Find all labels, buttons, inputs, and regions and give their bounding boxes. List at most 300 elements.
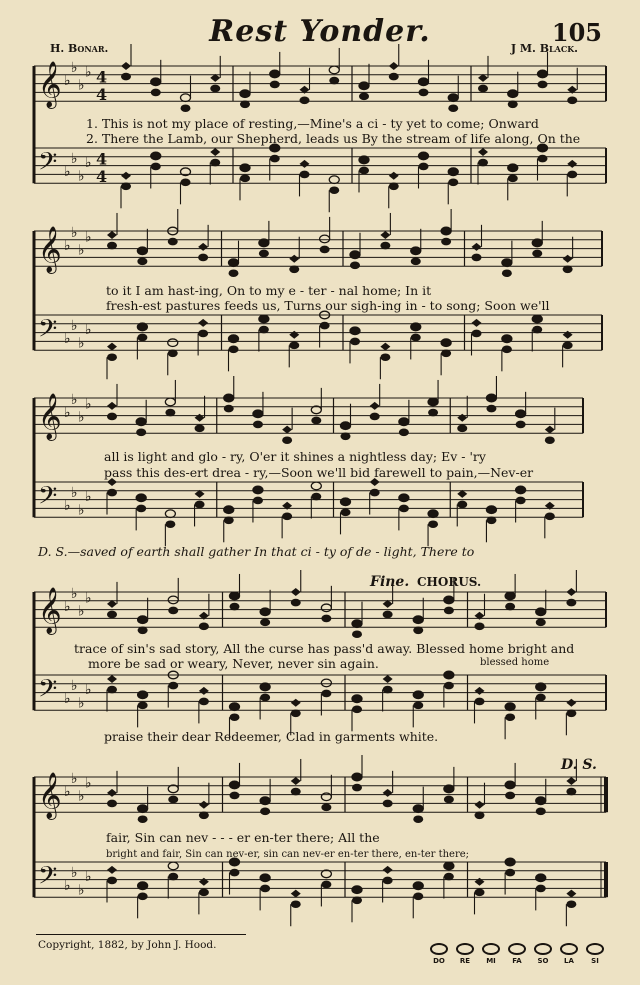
note-head [380,242,390,250]
note-head [516,421,526,429]
note-head [370,489,380,497]
note-head [359,82,369,90]
note-head [240,175,250,183]
note-head [444,607,454,615]
note-head [121,73,131,81]
note-head [502,259,512,267]
note-head [413,702,423,710]
note-head [538,70,548,78]
note-head [341,509,351,517]
note-head [291,709,301,717]
note-head [380,231,390,239]
flat-sign: ♭ [78,77,85,94]
note-head [413,616,423,624]
flat-sign: ♭ [64,691,71,707]
note-head [419,78,429,86]
note-head [224,516,234,524]
time-signature: 4 [96,85,108,105]
note-head [230,713,240,721]
note-head [210,85,220,93]
footer-rule [36,934,246,935]
note-head [383,675,393,683]
note-head [448,94,458,102]
note-head [566,709,576,717]
note-head [536,874,546,882]
note-head [168,873,178,881]
lyric-line: fresh-est pastures feeds us, Turns our sigh-ing in - to song; Soon we'll [106,298,550,313]
note-head [428,409,438,417]
note-head [138,691,148,699]
note-head [399,494,409,502]
note-head [350,262,360,270]
flat-sign: ♭ [64,878,71,894]
flat-sign: ♭ [64,498,71,514]
note-head [151,78,161,86]
solfege-label: SO [537,957,549,965]
note-head [413,893,423,901]
note-head [107,242,117,250]
note-head [168,796,178,804]
note-head [352,695,362,703]
note-head [545,426,555,434]
solfege-label: MI [486,957,496,965]
note-head [138,616,148,624]
note-head [289,255,299,263]
note-head [107,413,117,421]
flat-sign: ♭ [85,489,92,506]
note-head [566,777,576,785]
note-head [240,100,250,108]
note-head [260,885,270,893]
bass-clef: 𝄢 [38,147,58,183]
flat-sign: ♭ [85,396,92,413]
note-head [199,687,209,695]
time-signature: 4 [96,149,108,169]
note-head [532,239,542,247]
lyric-line: fair, Sin can nev - - - er en-ter there; All the [106,830,380,845]
note-head [341,422,351,430]
flat-sign: ♭ [64,238,71,255]
note-head [168,349,178,357]
flat-sign: ♭ [85,590,92,607]
note-head [380,353,390,361]
note-head [136,429,146,437]
lyric-line: praise their dear Redeemer, Clad in garments white. [104,729,439,744]
note-head [413,815,423,823]
solfege-label: SI [591,957,599,965]
note-head [311,493,321,501]
copyright: Copyright, 1882, by John J. Hood. [38,939,217,951]
note-head [399,418,409,426]
flat-sign: ♭ [85,64,92,81]
note-head [329,186,339,194]
note-head [329,77,339,85]
note-head [389,182,399,190]
note-head [383,800,393,808]
note-head [107,402,117,410]
note-head [538,81,548,89]
flat-sign: ♭ [85,322,92,339]
note-head [321,615,331,623]
note-head [341,498,351,506]
note-head [567,160,577,168]
note-head [566,599,576,607]
solfege-label: FA [512,957,522,965]
flat-sign: ♭ [64,405,71,422]
flat-sign: ♭ [71,586,78,602]
note-head [107,353,117,361]
note-head [259,239,269,247]
flat-sign: ♭ [78,335,85,352]
treble-clef: 𝄞 [38,393,62,440]
note-head [321,804,331,812]
note-head [199,878,209,886]
note-head [448,104,458,112]
note-head [532,315,542,323]
note-head [107,789,117,797]
note-head [230,703,240,711]
note-head [253,486,263,494]
flat-sign: ♭ [78,242,85,259]
note-head [413,626,423,634]
note-head [448,179,458,187]
note-head [419,163,429,171]
note-head [472,319,482,327]
note-head [352,896,362,904]
note-head [563,342,573,350]
note-head [291,890,301,898]
solfege-label: RE [459,957,471,965]
note-head [475,811,485,819]
flat-sign: ♭ [71,392,78,408]
note-head [411,258,421,266]
note-head [181,104,191,112]
flat-sign: ♭ [71,60,78,76]
note-head [260,808,270,816]
note-head [505,703,515,711]
ds-lyric-line: D. S.—saved of earth shall gather In that ci - ty of de - light, There to [38,544,475,559]
lyric-line: 2. There the Lamb, our Shepherd, leads us By the stream of life along, On the [86,131,581,146]
ds-marker: D. S. [561,757,597,773]
note-head [505,603,515,611]
note-head [138,882,148,890]
note-head [508,100,518,108]
note-head [240,164,250,172]
note-head [224,405,234,413]
note-head [107,800,117,808]
note-head [411,334,421,342]
flat-sign: ♭ [78,603,85,620]
note-head [486,516,496,524]
note-head [502,269,512,277]
hymn-title: Rest Yonder. [209,14,431,49]
note-head [137,247,147,255]
note-head [320,322,330,330]
note-head [168,339,178,347]
note-head [165,398,175,406]
note-head [359,156,369,164]
note-head [508,175,518,183]
note-head [567,97,577,105]
note-head [532,326,542,334]
note-head [260,619,270,627]
note-head [566,699,576,707]
flat-sign: ♭ [64,331,71,347]
flat-sign: ♭ [71,225,78,241]
lyric-line: pass this des-ert drea - ry,—Soon we'll bid farewell to pain,—Nev-er [104,465,534,480]
note-head [413,805,423,813]
note-head [291,788,301,796]
note-head [291,777,301,785]
note-head [352,630,362,638]
note-head [475,801,485,809]
note-head [107,231,117,239]
note-head [137,334,147,342]
note-head [291,900,301,908]
note-head [229,269,239,277]
note-head [532,250,542,258]
note-head [389,62,399,70]
note-head [138,815,148,823]
note-head [291,699,301,707]
note-head [289,331,299,339]
note-head [419,89,429,97]
note-head [505,792,515,800]
note-head [413,882,423,890]
note-head [352,773,362,781]
note-head [350,327,360,335]
note-head [300,160,310,168]
note-head [341,432,351,440]
note-head [199,889,209,897]
note-head [399,429,409,437]
note-head [107,675,117,683]
bass-clef: 𝄢 [38,674,58,710]
note-head [444,862,454,870]
note-head [259,315,269,323]
note-head [566,588,576,596]
note-head [136,494,146,502]
flat-sign: ♭ [78,788,85,805]
note-head [229,346,239,354]
note-head [253,421,263,429]
note-head [311,417,321,425]
note-head [107,489,117,497]
note-head [411,247,421,255]
flat-sign: ♭ [71,484,78,501]
note-head [195,425,205,433]
note-head [389,172,399,180]
flat-sign: ♭ [78,409,85,426]
note-head [137,258,147,266]
solfege-key [428,943,606,965]
note-head [229,335,239,343]
flat-sign: ♭ [85,155,92,172]
note-head [475,889,485,897]
note-head [505,858,515,866]
page-number: 105 [551,18,602,47]
note-head [224,506,234,514]
flat-sign: ♭ [71,771,78,787]
note-head [198,254,208,262]
bass-clef: 𝄢 [38,314,58,350]
flat-sign: ♭ [85,229,92,246]
note-head [383,789,393,797]
note-head [359,93,369,101]
note-head [165,520,175,528]
note-head [107,866,117,874]
note-head [472,254,482,262]
bass-clef: 𝄢 [38,481,58,517]
note-head [168,607,178,615]
note-head [224,394,234,402]
note-head [270,155,280,163]
note-head [253,410,263,418]
note-head [350,338,360,346]
flat-sign: ♭ [85,869,92,886]
note-head [444,596,454,604]
note-head [444,671,454,679]
note-head [516,497,526,505]
flat-sign: ♭ [78,502,85,519]
note-head [441,339,451,347]
note-head [399,505,409,513]
note-head [536,797,546,805]
note-head [165,510,175,518]
note-head [289,342,299,350]
note-head [383,611,393,619]
note-head [428,510,438,518]
note-head [536,608,546,616]
note-head [536,885,546,893]
note-head [370,413,380,421]
note-head [478,148,488,156]
treble-clef: 𝄞 [38,226,62,273]
note-head [321,679,331,687]
lyric-line: all is light and glo - ry, O'er it shines a nightless day; Ev - 'ry [104,449,486,464]
note-head [428,398,438,406]
note-head [505,592,515,600]
note-head [536,694,546,702]
flat-sign: ♭ [78,168,85,185]
note-head [329,176,339,184]
note-head [383,866,393,874]
note-head [444,796,454,804]
note-head [478,159,488,167]
note-head [320,246,330,254]
note-head [444,785,454,793]
note-head [107,611,117,619]
note-head [291,588,301,596]
note-head [199,811,209,819]
note-head [566,788,576,796]
note-head [199,623,209,631]
note-head [260,874,270,882]
note-head [240,90,250,98]
flat-sign: ♭ [71,864,78,881]
note-head [198,319,208,327]
note-head [502,346,512,354]
note-head [121,62,131,70]
fine-marker: Fine. [370,574,410,590]
note-head [230,603,240,611]
treble-clef: 𝄞 [38,587,62,634]
note-head [230,592,240,600]
note-head [370,402,380,410]
note-head [419,152,429,160]
lyric-line: 1. This is not my place of resting,—Mine's a ci - ty yet to come; Onward [86,116,539,131]
note-head [472,243,482,251]
note-head [545,436,555,444]
note-head [107,877,117,885]
note-head [300,97,310,105]
note-head [563,331,573,339]
note-head [121,182,131,190]
note-head [352,784,362,792]
note-head [448,168,458,176]
note-head [486,394,496,402]
note-head [475,687,485,695]
note-head [441,349,451,357]
note-head [350,251,360,259]
note-head [230,792,240,800]
note-head [138,805,148,813]
note-head [138,626,148,634]
note-head [428,520,438,528]
time-signature: 4 [96,167,108,187]
note-head [413,691,423,699]
bass-words: bright and fair, Sin can nev-er, sin can nev-er en-ter there, en-ter there; [106,849,470,860]
note-head [444,682,454,690]
treble-clef: 𝄞 [38,772,62,819]
note-head [136,418,146,426]
chorus-marker: CHORUS. [417,575,482,589]
note-head [411,323,421,331]
treble-clef: 𝄞 [38,61,62,108]
note-head [151,152,161,160]
time-signature: 4 [96,67,108,87]
note-head [321,604,331,612]
composer: J M. Black. [510,42,578,55]
flat-sign: ♭ [71,677,78,694]
bass-clef: 𝄢 [38,861,58,897]
note-head [472,330,482,338]
note-head [486,405,496,413]
flat-sign: ♭ [71,317,78,334]
note-head [329,66,339,74]
note-head [486,506,496,514]
note-head [563,265,573,273]
note-head [505,781,515,789]
note-head [199,801,209,809]
note-head [538,155,548,163]
note-head [168,596,178,604]
note-head [282,426,292,434]
note-head [291,599,301,607]
note-head [478,85,488,93]
note-head [389,73,399,81]
note-head [311,482,321,490]
note-head [253,497,263,505]
flat-sign: ♭ [78,882,85,899]
flat-sign: ♭ [64,73,71,90]
note-head [259,250,269,258]
note-head [151,163,161,171]
note-head [151,89,161,97]
note-head [260,797,270,805]
note-head [300,171,310,179]
flat-sign: ♭ [64,784,71,801]
